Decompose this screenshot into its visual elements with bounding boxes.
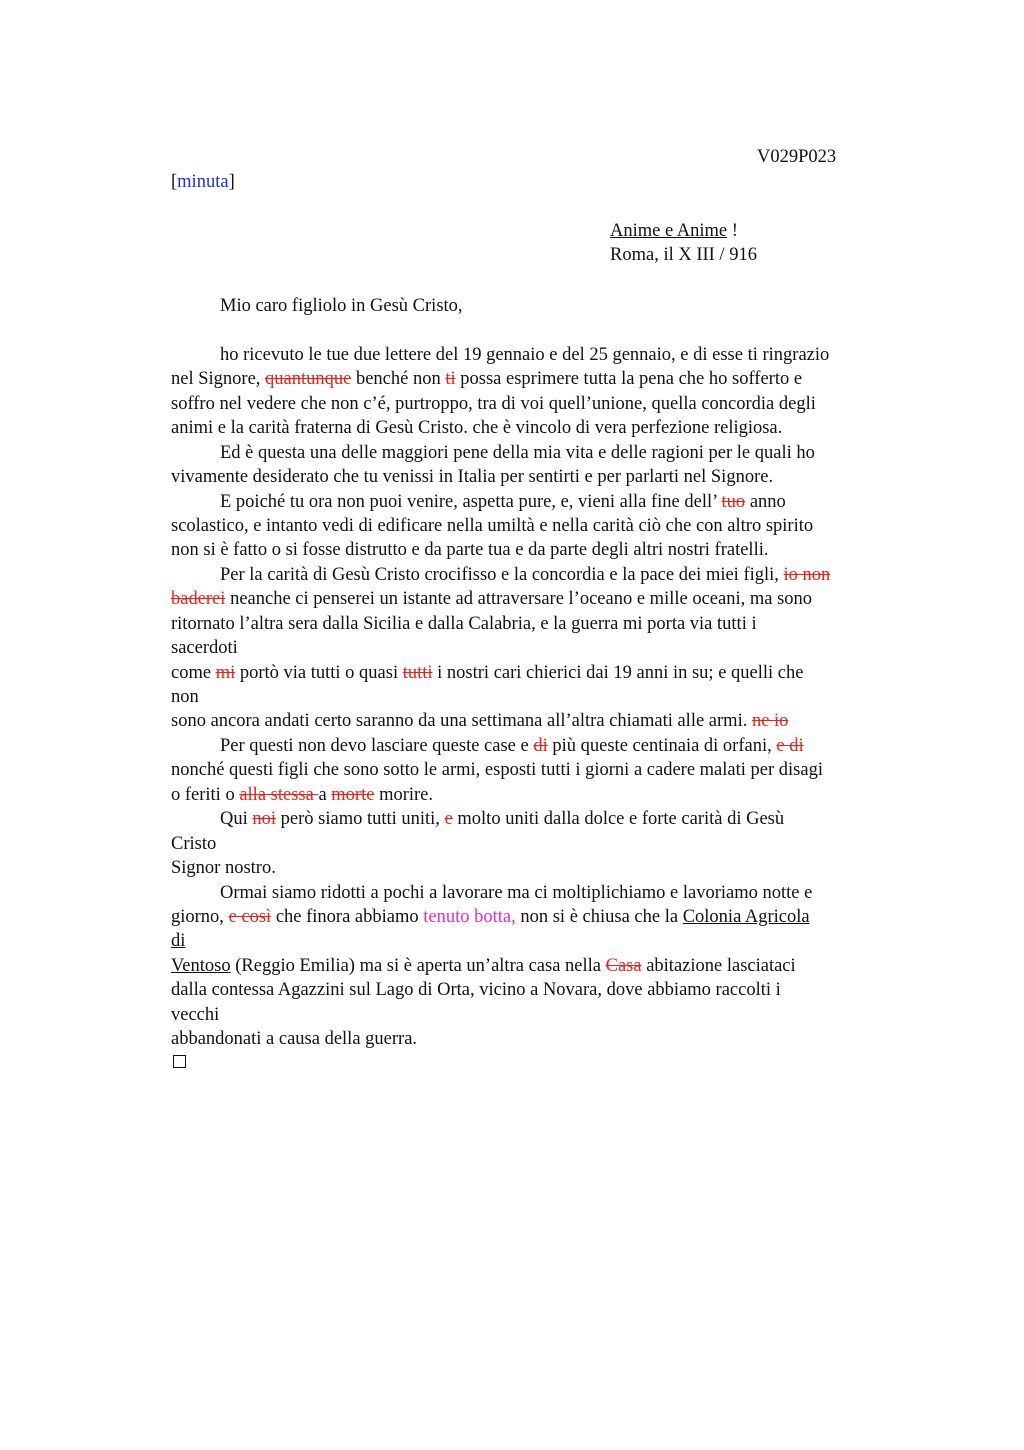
- body-line: E poiché tu ora non puoi venire, aspetta pure, e, vieni alla fine dell’ tuo anno: [220, 492, 786, 512]
- deleted-text: morte: [331, 785, 375, 805]
- deleted-text: di: [533, 736, 548, 756]
- motto: [610, 221, 738, 242]
- underlined-text: di: [171, 931, 186, 951]
- deleted-text: noi: [252, 809, 277, 829]
- body-line: animi e la carità fraterna di Gesù Cristo. che è vincolo di vera perfezione religiosa.: [171, 418, 783, 438]
- motto-text: Anime e Anime: [610, 221, 728, 241]
- underlined-text: Colonia Agricola: [682, 907, 810, 927]
- deleted-text: alla stessa: [239, 785, 319, 805]
- body-line: scolastico, e intanto vedi di edificare nella umiltà e nella carità ciò che con altro spirito: [171, 516, 814, 536]
- document-code: V029P023: [757, 147, 837, 167]
- body-line: soffro nel vedere che non c’é, purtroppo, tra di voi quell’unione, quella concordia degli: [171, 394, 816, 414]
- body-line: Ormai siamo ridotti a pochi a lavorare ma ci moltiplichiamo e lavoriamo notte e: [220, 883, 813, 903]
- highlighted-text: tenuto botta,: [423, 907, 516, 927]
- body-line: vecchi: [171, 1005, 220, 1025]
- body-line: ritornato l’altra sera dalla Sicilia e dalla Calabria, e la guerra mi porta via tutti i: [171, 614, 757, 634]
- body-line: [171, 929, 185, 953]
- salutation: Mio caro figliolo in Gesù Cristo,: [220, 296, 463, 316]
- body-line: Per la carità di Gesù Cristo crocifisso e la concordia e la pace dei miei figli, io non: [220, 565, 831, 585]
- deleted-text: tutti: [402, 663, 433, 683]
- deleted-text: e così: [228, 907, 272, 927]
- minuta-text: minuta: [177, 172, 229, 192]
- body-line: non: [171, 687, 199, 707]
- body-line: non si è fatto o si fosse distrutto e da parte tua e da parte degli altri nostri fratelli.: [171, 540, 769, 560]
- body-line: sacerdoti: [171, 638, 238, 658]
- underlined-text: Ventoso: [171, 956, 231, 976]
- body-line: Signor nostro.: [171, 858, 276, 878]
- deleted-text: tuo: [721, 492, 746, 512]
- body-line: vivamente desiderato che tu venissi in Italia per sentirti e per parlarti nel Signore.: [171, 467, 774, 487]
- bracket-open: [: [171, 172, 178, 192]
- body-line: come mi portò via tutti o quasi tutti i nostri cari chierici dai 19 anni in su; e quelli che: [171, 663, 804, 683]
- deleted-text: Casa: [605, 956, 642, 976]
- body-line: baderei neanche ci penserei un istante ad attraversare l’oceano e mille oceani, ma sono: [171, 589, 813, 609]
- deleted-text: e di: [776, 736, 804, 756]
- body-line: nonché questi figli che sono sotto le armi, esposti tutti i giorni a cadere malati per disagi: [171, 760, 823, 780]
- deleted-text: e: [444, 809, 453, 829]
- deleted-text: quantunque: [265, 369, 352, 389]
- body-line: Cristo: [171, 834, 217, 854]
- body-line: Ed è questa una delle maggiori pene della mia vita e delle ragioni per le quali ho: [220, 443, 815, 463]
- body-line: nel Signore, quantunque benché non ti possa esprimere tutta la pena che ho sofferto e: [171, 369, 803, 389]
- deleted-text: ne io: [751, 711, 789, 731]
- body-line: sono ancora andati certo saranno da una settimana all’altra chiamati alle armi. ne io: [171, 711, 789, 731]
- body-line: dalla contessa Agazzini sul Lago di Orta, vicino a Novara, dove abbiamo raccolti i: [171, 980, 781, 1000]
- body-line: Per questi non devo lasciare queste case e di più queste centinaia di orfani, e di: [220, 736, 804, 756]
- body-line: giorno, e così che finora abbiamo tenuto botta, non si è chiusa che la Colonia Agricola: [171, 907, 810, 927]
- empty-square-icon: [173, 1055, 186, 1068]
- body-line: Qui noi però siamo tutti uniti, e molto uniti dalla dolce e forte carità di Gesù: [220, 809, 785, 829]
- body-line: abbandonati a causa della guerra.: [171, 1029, 418, 1049]
- deleted-text: io non: [783, 565, 831, 585]
- deleted-text: ti: [445, 369, 456, 389]
- minuta-label: [171, 172, 235, 193]
- body-line: ho ricevuto le tue due lettere del 19 gennaio e del 25 gennaio, e di esse ti ringrazio: [220, 345, 830, 365]
- deleted-text: baderei: [171, 589, 226, 609]
- body-line: o feriti o alla stessa a morte morire.: [171, 785, 434, 805]
- deleted-text: mi: [215, 663, 236, 683]
- bracket-close: ]: [228, 172, 235, 192]
- motto-exclamation: !: [727, 221, 738, 241]
- place-date: Roma, il X III / 916: [610, 245, 757, 265]
- body-line: Ventoso (Reggio Emilia) ma si è aperta un’altra casa nella Casa abitazione lasciataci: [171, 956, 796, 976]
